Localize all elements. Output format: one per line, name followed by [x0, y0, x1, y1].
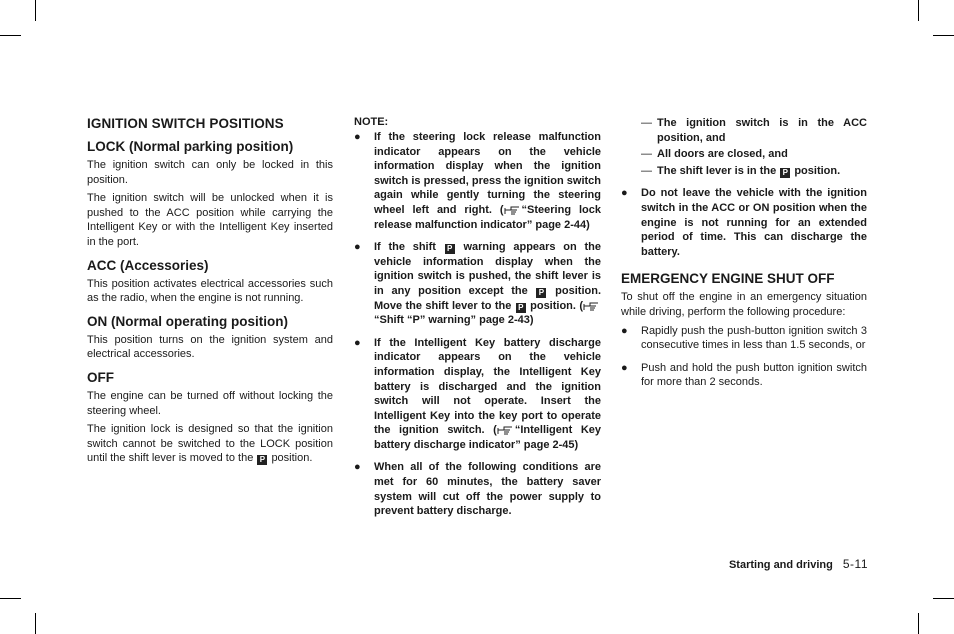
page-number: 5-11 — [842, 557, 868, 571]
bullet-icon: ● — [621, 187, 628, 200]
bullet-icon: ● — [621, 361, 628, 374]
park-p-icon: P — [780, 168, 790, 178]
crop-mark — [933, 598, 954, 599]
note-item: ● If the shift P warning appears on the vehicle information display when the ignition switch is pushed, the shift lever is in any position except the P position. Move the shift lever to the P position. (“Shift “P” warning” page 2-43) — [354, 241, 601, 327]
crop-mark — [918, 613, 919, 634]
reference-hand-icon — [583, 300, 601, 311]
condition-item: — The shift lever is in the P position. — [641, 164, 841, 177]
park-p-icon: P — [445, 244, 455, 254]
section-heading: IGNITION SWITCH POSITIONS — [87, 116, 284, 131]
bullet-icon: ● — [354, 336, 361, 349]
reference-hand-icon — [497, 424, 515, 435]
condition-item: — All doors are closed, and — [641, 148, 788, 161]
emergency-paragraph: To shut off the engine in an emergency situation while driving, perform the following procedure: — [621, 291, 867, 318]
reference-hand-icon — [504, 204, 522, 215]
bullet-icon: ● — [354, 131, 361, 143]
column-ignition-positions — [87, 116, 333, 470]
bullet-icon: ● — [354, 461, 361, 474]
crop-mark — [933, 35, 954, 36]
crop-mark — [0, 598, 21, 599]
crop-mark — [35, 0, 36, 21]
off-paragraph-1: The engine can be turned off without locking the steering wheel. — [87, 389, 333, 417]
warning-item: ● Do not leave the vehicle with the ignition switch in the ACC or ON position when the engine is not running for an extended period of time. This can discharge the battery. — [621, 187, 867, 258]
lock-heading: LOCK (Normal parking position) — [87, 139, 294, 154]
on-heading: ON (Normal operating position) — [87, 313, 288, 329]
bullet-icon: ● — [354, 241, 361, 254]
dash-icon: — — [641, 117, 652, 129]
park-p-icon: P — [257, 455, 267, 465]
lock-paragraph-2: The ignition switch will be unlocked when it is pushed to the ACC position while carrying the Intelligent Key or with the Intelligent Key inserted in the port. — [87, 192, 333, 248]
park-p-icon: P — [516, 303, 526, 313]
crop-mark — [918, 0, 919, 21]
column-conditions-emergency — [621, 116, 867, 398]
off-heading: OFF — [87, 369, 114, 385]
note-heading: NOTE: — [354, 116, 389, 128]
lock-paragraph-1: The ignition switch can only be locked in this position. — [87, 159, 333, 186]
park-p-icon: P — [536, 288, 546, 298]
crop-mark — [35, 613, 36, 634]
dash-icon: — — [641, 148, 652, 161]
procedure-item: ● Rapidly push the push-button ignition switch 3 consecutive times in less than 1.5 seconds, or — [621, 324, 867, 352]
on-paragraph: This position turns on the ignition system and electrical accessories. — [87, 333, 333, 361]
column-notes — [354, 116, 601, 527]
off-paragraph-2: The ignition lock is designed so that the ignition switch cannot be switched to the LOCK position until the shift lever is moved to the P position. — [87, 423, 333, 465]
note-item: ● If the steering lock release malfunction indicator appears on the vehicle information display when the ignition switch is pressed, press the ignition switch again while gently turning the steering wheel left and right. ( “Steering lock release malfunction indicator” page 2-44) — [354, 131, 601, 231]
crop-mark — [0, 35, 21, 36]
acc-paragraph: This position activates electrical accessories such as the radio, when the engine is not running. — [87, 277, 333, 305]
procedure-item: ● Push and hold the push button ignition switch for more than 2 seconds. — [621, 361, 867, 389]
condition-item: — The ignition switch is in the ACC position, and — [641, 117, 867, 144]
dash-icon: — — [641, 164, 652, 177]
note-item: ● When all of the following conditions are met for 60 minutes, the battery saver system will cut off the power supply to prevent battery discharge. — [354, 461, 601, 518]
emergency-heading: EMERGENCY ENGINE SHUT OFF — [621, 271, 835, 287]
footer-section: Starting and driving — [728, 559, 833, 571]
note-item: ● If the Intelligent Key battery discharge indicator appears on the vehicle information display, the Intelligent Key battery is discharged and the ignition switch will not operate. Insert the Intelligent Key into the key port to operate the ignition switch. ( “Intelligent Key battery discharge indicator” page 2-45) — [354, 336, 602, 451]
bullet-icon: ● — [621, 324, 628, 337]
page-footer — [690, 557, 868, 571]
acc-heading: ACC (Accessories) — [87, 257, 209, 273]
